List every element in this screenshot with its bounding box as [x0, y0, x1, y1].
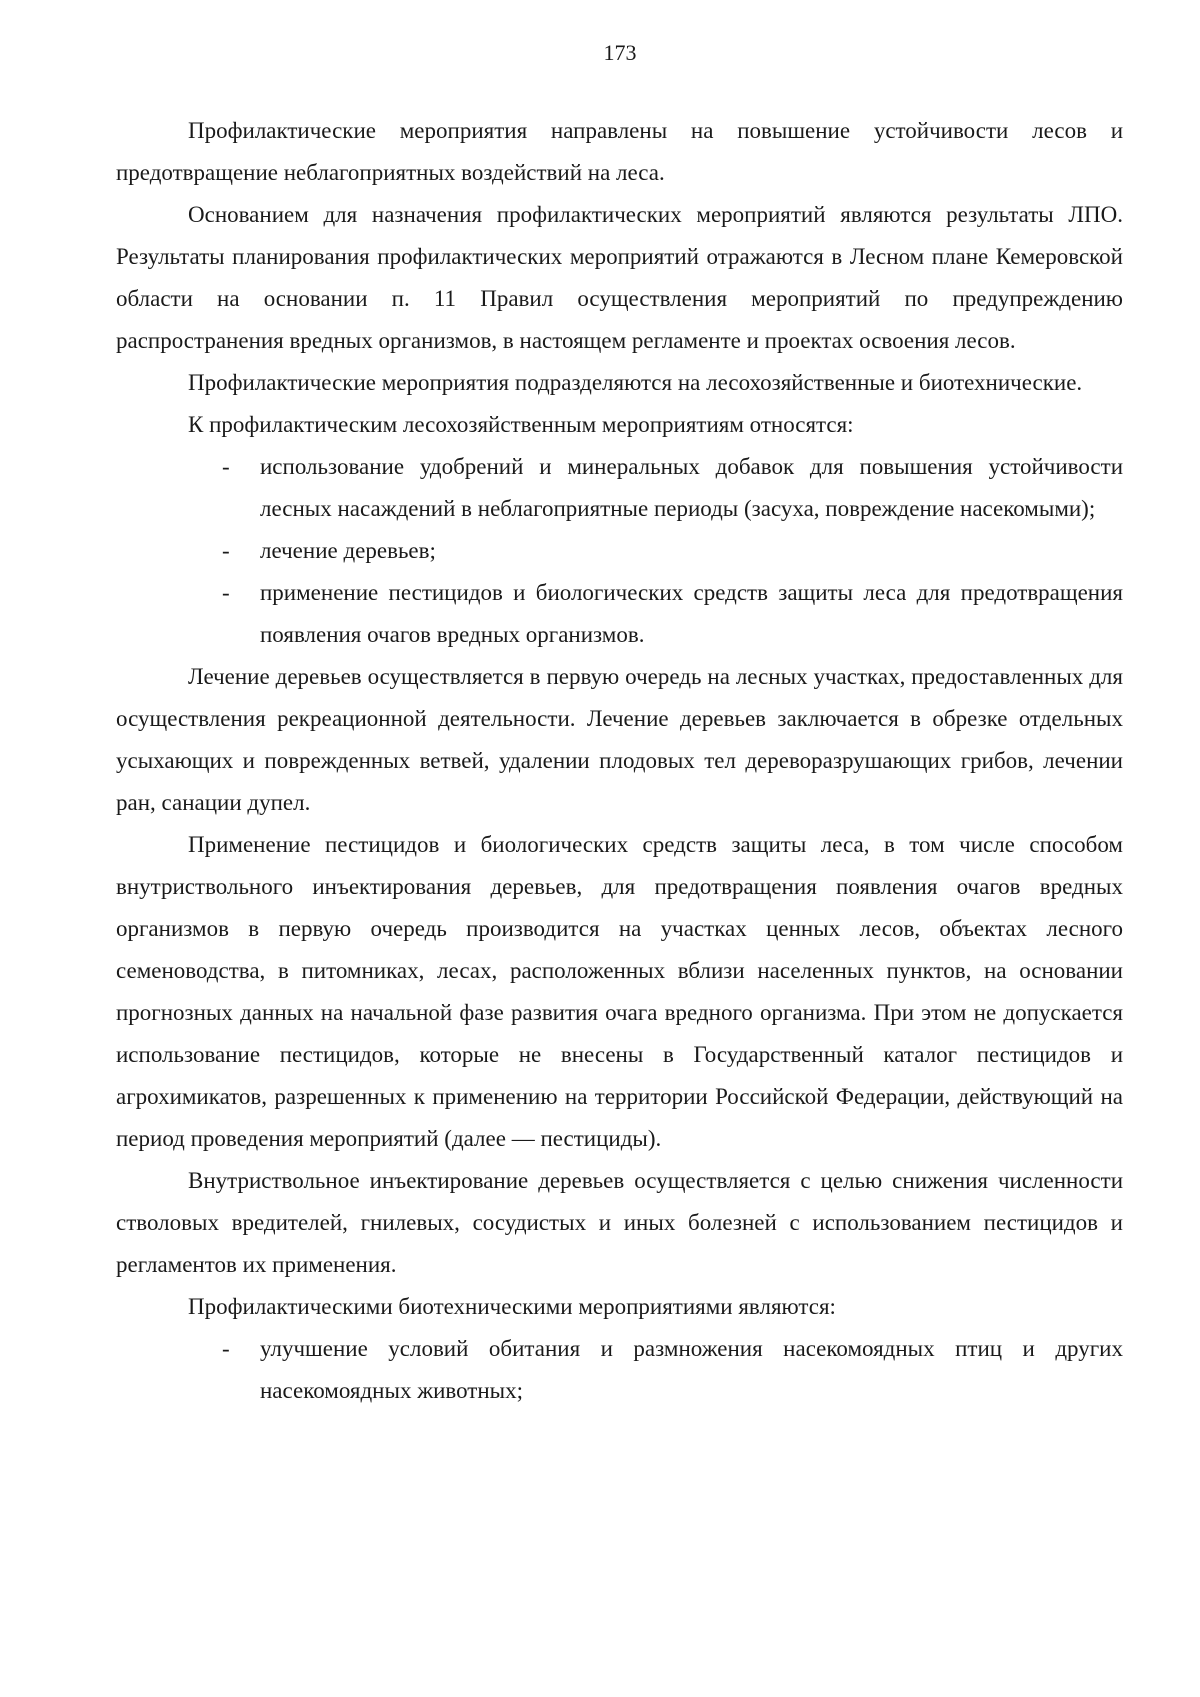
paragraph-forestry-measures-intro: К профилактическим лесохозяйственным мероприятиям относятся:	[188, 412, 854, 437]
list-item-text: лечение деревьев;	[260, 538, 436, 563]
paragraph-prevention-types: Профилактические мероприятия подразделяются на лесохозяйственные и биотехнические.	[188, 370, 1083, 395]
document-body	[116, 110, 1123, 1412]
list-dash: -	[222, 580, 230, 605]
list-item-text: улучшение условий обитания и размножения насекомоядных птиц и других насекомоядных животных;	[260, 1336, 1123, 1403]
biotechnical-measures-list	[116, 1328, 1123, 1412]
list-item	[116, 572, 1123, 656]
page-number: 173	[603, 40, 637, 65]
paragraph-prevention-basis: Основанием для назначения профилактических мероприятий являются результаты ЛПО. Результаты планирования профилактических мероприятий отражаются в Лесном плане Кемеровской области на основании п. 11 Правил осуществления мероприятий по предупреждению распространения вредных организмов, в настоящем регламенте и проектах освоения лесов.	[116, 202, 1123, 353]
list-dash: -	[222, 454, 230, 479]
list-item	[116, 1328, 1123, 1412]
list-item-text: применение пестицидов и биологических средств защиты леса для предотвращения появления очагов вредных организмов.	[260, 580, 1123, 647]
paragraph-biotechnical-measures-intro: Профилактическими биотехническими мероприятиями являются:	[188, 1294, 836, 1319]
paragraph-prevention-purpose: Профилактические мероприятия направлены на повышение устойчивости лесов и предотвращение неблагоприятных воздействий на леса.	[116, 118, 1123, 185]
list-item	[116, 530, 1123, 572]
paragraph-trunk-injection: Внутриствольное инъектирование деревьев осуществляется с целью снижения численности стволовых вредителей, гнилевых, сосудистых и иных болезней с использованием пестицидов и регламентов их применения.	[116, 1168, 1123, 1277]
list-dash: -	[222, 538, 230, 563]
forestry-measures-list	[116, 446, 1123, 656]
list-dash: -	[222, 1336, 230, 1361]
paragraph-pesticide-application: Применение пестицидов и биологических средств защиты леса, в том числе способом внутриствольного инъектирования деревьев, для предотвращения появления очагов вредных организмов в первую очередь производится на участках ценных лесов, объектах лесного семеноводства, в питомниках, лесах, расположенных вблизи населенных пунктов, на основании прогнозных данных на начальной фазе развития очага вредного организма. При этом не допускается использование пестицидов, которые не внесены в Государственный каталог пестицидов и агрохимикатов, разрешенных к применению на территории Российской Федерации, действующий на период проведения мероприятий (далее — пестициды).	[116, 832, 1123, 1151]
paragraph-tree-treatment: Лечение деревьев осуществляется в первую очередь на лесных участках, предоставленных для осуществления рекреационной деятельности. Лечение деревьев заключается в обрезке отдельных усыхающих и поврежденных ветвей, удалении плодовых тел дереворазрушающих грибов, лечении ран, санации дупел.	[116, 664, 1123, 815]
list-item	[116, 446, 1123, 530]
list-item-text: использование удобрений и минеральных добавок для повышения устойчивости лесных насаждений в неблагоприятные периоды (засуха, повреждение насекомыми);	[260, 454, 1123, 521]
